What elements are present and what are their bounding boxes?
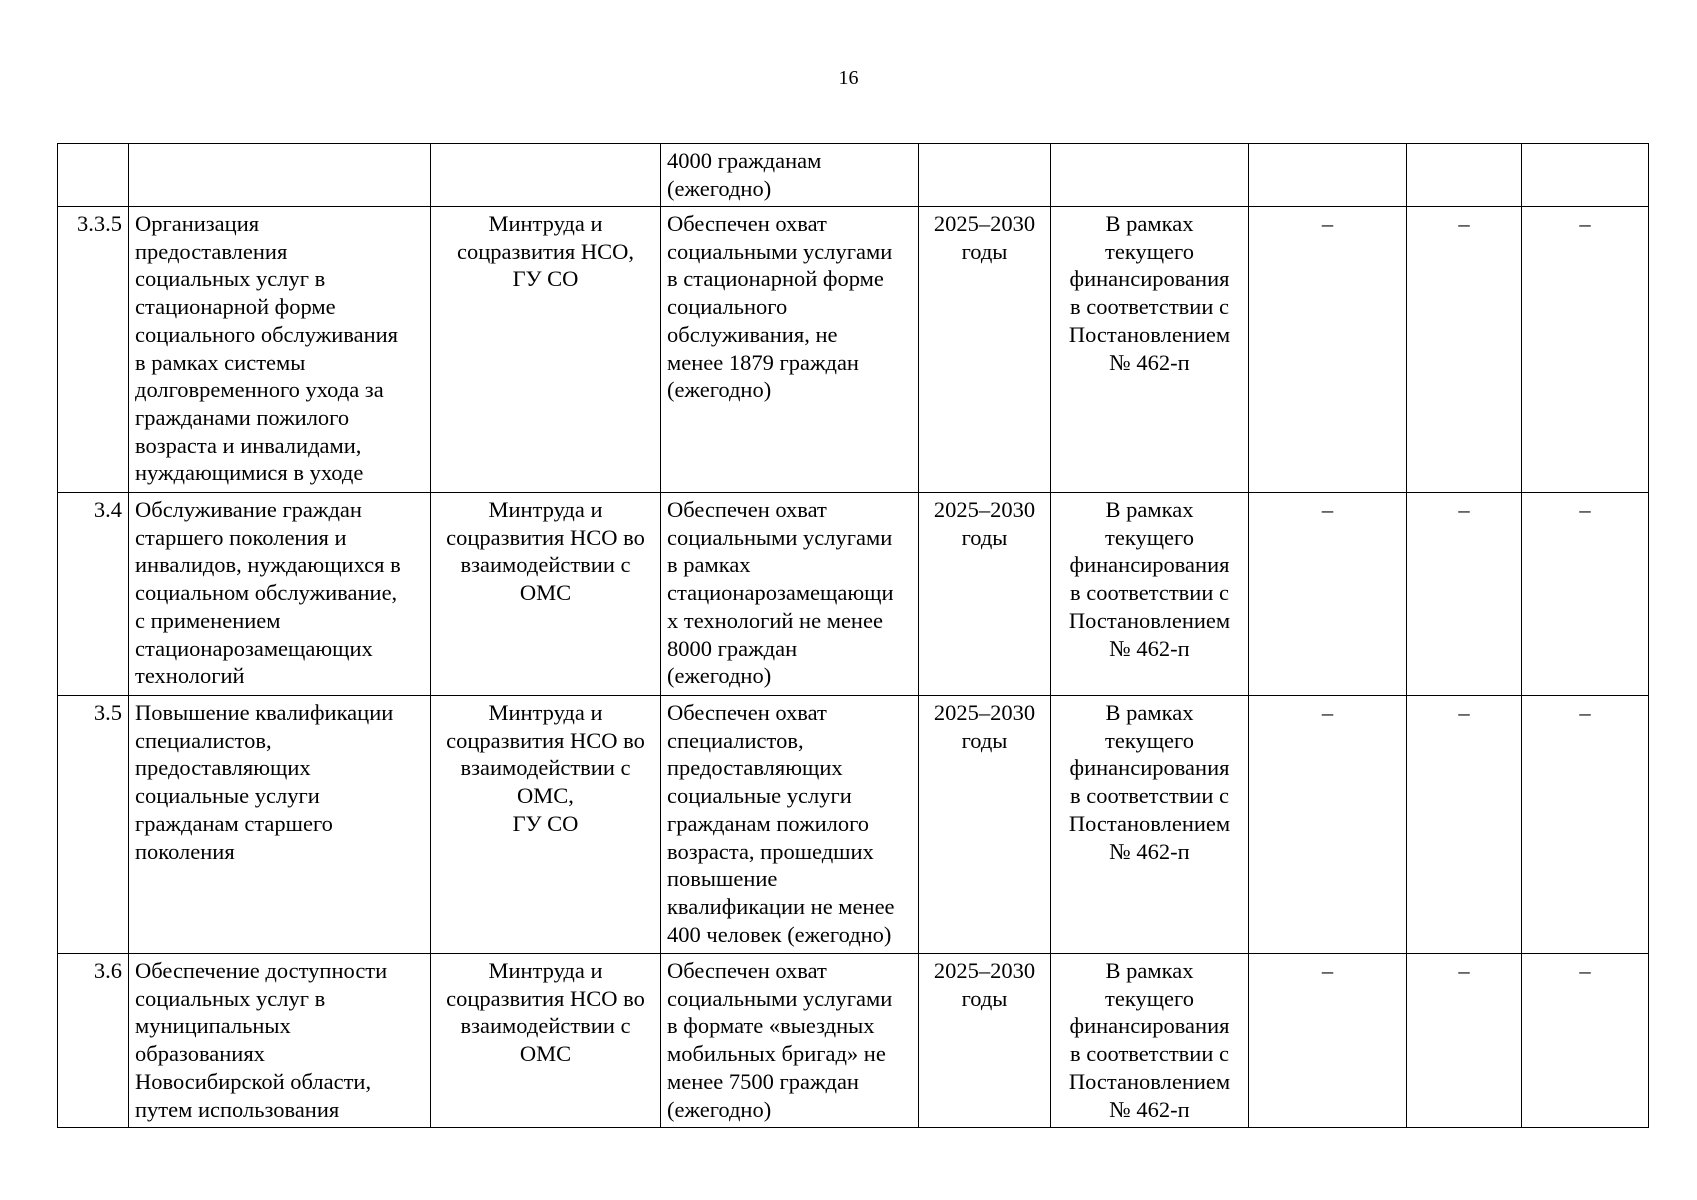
text-line: В рамках [1105,211,1194,236]
text-line: х технологий не менее [667,607,883,633]
text-line: текущего [1105,985,1194,1011]
text-line: нуждающимися в уходе [135,460,364,486]
text-line: Обеспечен охват [667,700,827,725]
text-line: социальном обслуживание, [135,580,398,606]
text-line: гражданам пожилого [667,810,870,836]
cell-value: – [1407,954,1522,1128]
cell-value: – [1249,207,1407,493]
text-line: Новосибирской области, [135,1068,372,1094]
text-line: в рамках [667,552,751,578]
text-line: В рамках [1105,958,1194,983]
text-line: гражданами пожилого [135,404,350,430]
cell-period [919,954,1051,1128]
text-line: мобильных бригад» не [667,1041,886,1067]
text-line: годы [961,524,1008,550]
cell-funding [1051,144,1249,207]
cell-value: – [1522,696,1649,954]
text-line: В рамках [1105,700,1194,725]
text-line: финансирования [1069,1013,1230,1039]
cell-executor [431,493,661,696]
text-line: (ежегодно) [667,377,772,403]
cell-value [1522,144,1649,207]
text-line: предоставляющих [667,755,843,781]
text-line: текущего [1105,238,1194,264]
text-line: (ежегодно) [667,175,772,201]
text-line: № 462-п [1109,838,1190,864]
text-line: технологий [135,663,245,689]
text-line: Минтруда и [488,497,603,522]
page-number: 16 [838,67,859,89]
text-line: 2025–2030 [933,958,1036,983]
text-line: образованиях [135,1041,265,1067]
text-line: возраста и инвалидами, [135,432,362,458]
text-line: Повышение квалификации [135,700,394,725]
cell-number: 3.4 [58,493,129,696]
text-line: ОМС, [517,783,574,809]
text-line: ОМС [519,580,572,606]
text-line: ГУ СО [512,810,579,836]
cell-activity-name [129,954,431,1128]
text-line: квалификации не менее [667,893,895,919]
table-row [58,207,1649,493]
cell-value: – [1407,207,1522,493]
text-line: взаимодействии с [460,552,631,578]
cell-value: – [1407,493,1522,696]
text-line: годы [961,727,1008,753]
cell-number: 3.6 [58,954,129,1128]
text-line: ГУ СО [512,266,579,292]
text-line: в соответствии с [1070,580,1229,606]
text-line: специалистов, [135,727,272,753]
text-line: специалистов, [667,727,804,753]
text-line: Обслуживание граждан [135,497,362,522]
text-line: годы [961,985,1008,1011]
cell-funding [1051,696,1249,954]
text-line: соцразвития НСО во [446,985,645,1011]
cell-executor [431,954,661,1128]
cell-value: – [1407,696,1522,954]
text-line: повышение [667,866,778,892]
text-line: финансирования [1069,552,1230,578]
cell-period [919,696,1051,954]
text-line: Постановлением [1068,1068,1231,1094]
text-line: (ежегодно) [667,1096,772,1122]
text-line: муниципальных [135,1013,291,1039]
cell-result [661,493,919,696]
cell-period [919,144,1051,207]
text-line: в соответствии с [1070,1041,1229,1067]
text-line: стационарозамещающих [135,635,373,661]
text-line: в формате «выездных [667,1013,875,1039]
text-line: поколения [135,838,235,864]
text-line: взаимодействии с [460,1013,631,1039]
text-line: предоставляющих [135,755,311,781]
table-body [58,144,1649,1128]
table-row [58,696,1649,954]
text-line: 2025–2030 [933,211,1036,236]
text-line: В рамках [1105,497,1194,522]
cell-executor [431,144,661,207]
text-line: текущего [1105,727,1194,753]
text-line: Минтруда и [488,211,603,236]
text-line: 8000 граждан [667,635,798,661]
text-line: старшего поколения и [135,524,347,550]
text-line: Постановлением [1068,810,1231,836]
text-line: путем использования [135,1096,340,1122]
text-line: соцразвития НСО во [446,727,645,753]
table-row [58,954,1649,1128]
text-line: текущего [1105,524,1194,550]
text-line: социальными услугами [667,524,893,550]
text-line: Обеспечение доступности [135,958,388,983]
text-line: Организация [135,211,260,236]
cell-result [661,207,919,493]
text-line: 400 человек (ежегодно) [667,921,892,947]
cell-funding [1051,207,1249,493]
text-line: Минтруда и [488,958,603,983]
text-line: в соответствии с [1070,294,1229,320]
text-line: социальными услугами [667,985,893,1011]
text-line: (ежегодно) [667,663,772,689]
text-line: социального [667,294,788,320]
text-line: Постановлением [1068,321,1231,347]
text-line: социальных услуг в [135,985,326,1011]
text-line: социальными услугами [667,238,893,264]
text-line: ОМС [519,1041,572,1067]
text-line: № 462-п [1109,1096,1190,1122]
text-line: гражданам старшего [135,810,333,836]
text-line: Минтруда и [488,700,603,725]
cell-value: – [1522,493,1649,696]
text-line: Постановлением [1068,607,1231,633]
cell-period [919,207,1051,493]
cell-result [661,144,919,207]
table-row [58,144,1649,207]
cell-activity-name [129,493,431,696]
table-row [58,493,1649,696]
cell-value: – [1249,493,1407,696]
text-line: 2025–2030 [933,497,1036,522]
text-line: 4000 гражданам [667,148,822,173]
cell-activity-name [129,696,431,954]
cell-period [919,493,1051,696]
text-line: социальные услуги [667,783,852,809]
cell-executor [431,696,661,954]
text-line: предоставления [135,238,288,264]
text-line: менее 1879 граждан [667,349,859,375]
cell-result [661,954,919,1128]
text-line: социального обслуживания [135,321,399,347]
cell-value: – [1249,954,1407,1128]
cell-value [1249,144,1407,207]
text-line: финансирования [1069,755,1230,781]
cell-activity-name [129,207,431,493]
text-line: Обеспечен охват [667,497,827,522]
text-line: долговременного ухода за [135,377,384,403]
text-line: финансирования [1069,266,1230,292]
cell-value: – [1522,954,1649,1128]
cell-result [661,696,919,954]
text-line: взаимодействии с [460,755,631,781]
text-line: социальные услуги [135,783,320,809]
text-line: в соответствии с [1070,783,1229,809]
cell-value [1407,144,1522,207]
text-line: возраста, прошедших [667,838,874,864]
cell-number: 3.3.5 [58,207,129,493]
text-line: стационарной форме [135,294,336,320]
text-line: № 462-п [1109,635,1190,661]
text-line: Обеспечен охват [667,211,827,236]
cell-value: – [1249,696,1407,954]
text-line: соцразвития НСО во [446,524,645,550]
cell-executor [431,207,661,493]
text-line: с применением [135,607,281,633]
text-line: менее 7500 граждан [667,1068,859,1094]
text-line: 2025–2030 [933,700,1036,725]
cell-number: 3.5 [58,696,129,954]
text-line: в рамках системы [135,349,306,375]
text-line: годы [961,238,1008,264]
cell-funding [1051,954,1249,1128]
cell-number [58,144,129,207]
program-activities-table [57,143,1649,1128]
cell-funding [1051,493,1249,696]
text-line: стационарозамещающи [667,580,894,606]
text-line: соцразвития НСО, [456,238,635,264]
text-line: в стационарной форме [667,266,884,292]
text-line: инвалидов, нуждающихся в [135,552,401,578]
text-line: Обеспечен охват [667,958,827,983]
text-line: № 462-п [1109,349,1190,375]
cell-value: – [1522,207,1649,493]
cell-activity-name [129,144,431,207]
text-line: обслуживания, не [667,321,838,347]
text-line: социальных услуг в [135,266,326,292]
